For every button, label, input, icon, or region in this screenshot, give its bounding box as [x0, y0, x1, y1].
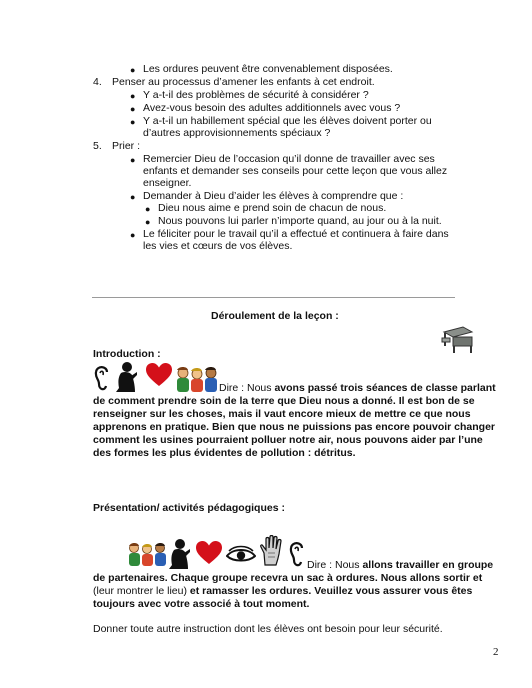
intro-line: de comment prendre soin de la terre que Dieu nous a donné. Il est bon de se	[93, 395, 475, 407]
intro-bold: avons passé trois séances de classe parlant	[274, 382, 496, 394]
presentation-line: de partenaires. Chaque groupe recevra un sac à ordures. Nous allons sortir et	[93, 572, 483, 584]
presentation-line	[93, 585, 472, 598]
presentation-aside: (leur montrer le lieu)	[93, 585, 187, 597]
intro-dire: Dire : Nous	[219, 382, 275, 394]
ear-icon	[288, 540, 306, 568]
list-line: Remercier Dieu de l’occasion qu’il donne de travailler avec ses	[143, 153, 435, 165]
bullet: ●	[145, 204, 151, 214]
intro-line	[219, 382, 496, 395]
presentation-heading: Présentation/ activités pédagogiques :	[93, 502, 285, 514]
intro-bold: apprenons en pratique. Bien que nous ne puissions pas encore	[93, 421, 413, 433]
presentation-bold: allons travailler en groupe	[362, 559, 494, 571]
list-line: enseigner.	[143, 177, 192, 189]
eye-icon	[226, 545, 256, 565]
presentation-line	[307, 559, 493, 572]
ear-icon	[93, 364, 111, 392]
list-line: d’autres approvisionnements spéciaux ?	[143, 127, 331, 139]
section-divider	[92, 297, 455, 298]
list-item: Penser au processus d’amener les enfants à cet endroit.	[112, 76, 375, 88]
lesson-heading: Déroulement de la leçon :	[211, 310, 339, 322]
closing-instruction: Donner toute autre instruction dont les élèves ont besoin pour leur sécurité.	[93, 623, 443, 635]
list-line: Y a-t-il des problèmes de sécurité à considérer ?	[143, 89, 369, 101]
presentation-bold: et ramasser les ordures. Veuillez vous assurer vous êtes	[186, 585, 473, 597]
intro-line: renseigner sur les choses, mais il vaut encore mieux de mettre ce que nous	[93, 408, 471, 420]
page-number: 2	[493, 646, 499, 658]
praying-child-icon	[113, 361, 139, 393]
intro-heading: Introduction :	[93, 348, 161, 360]
bullet: ●	[130, 192, 136, 202]
list-number: 4.	[93, 76, 102, 88]
list-line: Avez-vous besoin des adultes additionnels avec vous ?	[143, 102, 401, 114]
desk-icon	[441, 324, 475, 354]
intro-bold: pouvoir changer	[412, 421, 495, 433]
praying-child-icon	[166, 538, 192, 570]
list-line: Les ordures peuvent être convenablement disposées.	[143, 63, 393, 75]
presentation-dire: Dire : Nous	[307, 559, 363, 571]
bullet: ●	[130, 230, 136, 240]
bullet: ●	[145, 217, 151, 227]
heart-icon	[196, 541, 222, 565]
bullet: ●	[130, 155, 136, 165]
list-line: Le féliciter pour le travail qu’il a effectué et continuera à faire dans	[143, 228, 449, 240]
bullet: ●	[130, 91, 136, 101]
list-item: Prier :	[112, 140, 141, 152]
list-line: Dieu nous aime e prend soin de chacun de nous.	[158, 202, 387, 214]
hand-icon	[259, 535, 283, 567]
heart-icon	[146, 363, 172, 387]
children-group-icon	[174, 365, 220, 393]
list-line: enfants et demander ses conseils pour cette leçon que vous allez	[143, 165, 448, 177]
bullet: ●	[130, 104, 136, 114]
intro-line: comment les usines pourraient polluer notre air, nous pouvons aider par l’une	[93, 434, 483, 446]
presentation-line: toujours avec votre associé à tout moment.	[93, 598, 310, 610]
list-line: Nous pouvons lui parler n’importe quand, au jour ou à la nuit.	[158, 215, 442, 227]
intro-line: des formes les plus évidentes de pollution : détritus.	[93, 447, 356, 459]
list-line: Y a-t-il un habillement spécial que les élèves doivent porter ou	[143, 115, 432, 127]
children-group-icon	[127, 541, 167, 567]
list-line: les vies et cœurs de vos élèves.	[143, 240, 293, 252]
list-number: 5.	[93, 140, 102, 152]
bullet: ●	[130, 65, 136, 75]
bullet: ●	[130, 117, 136, 127]
intro-line	[93, 421, 495, 434]
list-line: Demander à Dieu d’aider les élèves à comprendre que :	[143, 190, 404, 202]
